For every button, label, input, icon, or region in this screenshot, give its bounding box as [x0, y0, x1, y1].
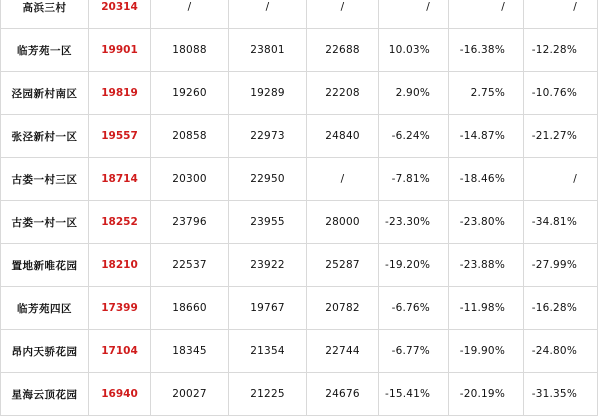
price-col-2-cell: 23801 — [229, 29, 307, 72]
price-col-3-cell: 20782 — [307, 287, 379, 330]
table-row — [1, 29, 598, 72]
price-table-body — [1, 0, 598, 416]
current-price-cell: 18714 — [89, 158, 151, 201]
price-col-3-cell: 28000 — [307, 201, 379, 244]
current-price-cell: 19819 — [89, 72, 151, 115]
change-col-2-cell: -23.80% — [449, 201, 524, 244]
price-col-2-cell: 21354 — [229, 330, 307, 373]
change-col-2-cell: -11.98% — [449, 287, 524, 330]
price-col-1-cell: 23796 — [151, 201, 229, 244]
price-col-3-cell: 25287 — [307, 244, 379, 287]
community-name-cell: 昂内天骄花园 — [1, 330, 89, 373]
change-col-3-cell: / — [524, 158, 598, 201]
change-col-3-cell: -31.35% — [524, 373, 598, 416]
community-name-cell: 置地新唯花园 — [1, 244, 89, 287]
table-row — [1, 287, 598, 330]
price-col-1-cell: 18088 — [151, 29, 229, 72]
price-col-3-cell: 22208 — [307, 72, 379, 115]
change-col-3-cell: -24.80% — [524, 330, 598, 373]
table-row — [1, 115, 598, 158]
price-col-2-cell: 19767 — [229, 287, 307, 330]
price-col-3-cell: / — [307, 0, 379, 29]
price-col-3-cell: 24840 — [307, 115, 379, 158]
current-price-cell: 19901 — [89, 29, 151, 72]
price-col-1-cell: / — [151, 0, 229, 29]
price-col-1-cell: 22537 — [151, 244, 229, 287]
change-col-3-cell: -34.81% — [524, 201, 598, 244]
price-col-1-cell: 20858 — [151, 115, 229, 158]
price-col-2-cell: 23922 — [229, 244, 307, 287]
change-col-3-cell: / — [524, 0, 598, 29]
current-price-cell: 17104 — [89, 330, 151, 373]
community-name-cell: 星海云顶花园 — [1, 373, 89, 416]
change-col-3-cell: -21.27% — [524, 115, 598, 158]
change-col-1-cell: -6.24% — [379, 115, 449, 158]
change-col-2-cell: -18.46% — [449, 158, 524, 201]
current-price-cell: 18210 — [89, 244, 151, 287]
change-col-1-cell: -6.77% — [379, 330, 449, 373]
change-col-1-cell: -15.41% — [379, 373, 449, 416]
price-col-2-cell: 23955 — [229, 201, 307, 244]
community-name-cell: 古娄一村一区 — [1, 201, 89, 244]
change-col-1-cell: -7.81% — [379, 158, 449, 201]
price-col-1-cell: 18345 — [151, 330, 229, 373]
change-col-2-cell: -20.19% — [449, 373, 524, 416]
table-row — [1, 201, 598, 244]
change-col-1-cell: 10.03% — [379, 29, 449, 72]
table-row — [1, 330, 598, 373]
price-col-1-cell: 20027 — [151, 373, 229, 416]
price-col-1-cell: 18660 — [151, 287, 229, 330]
price-col-2-cell: / — [229, 0, 307, 29]
community-name-cell: 古娄一村三区 — [1, 158, 89, 201]
table-row — [1, 72, 598, 115]
change-col-2-cell: -23.88% — [449, 244, 524, 287]
change-col-1-cell: -6.76% — [379, 287, 449, 330]
price-col-2-cell: 19289 — [229, 72, 307, 115]
community-name-cell: 泾园新村南区 — [1, 72, 89, 115]
price-col-1-cell: 20300 — [151, 158, 229, 201]
change-col-3-cell: -12.28% — [524, 29, 598, 72]
price-col-2-cell: 21225 — [229, 373, 307, 416]
current-price-cell: 17399 — [89, 287, 151, 330]
community-name-cell: 临芳苑一区 — [1, 29, 89, 72]
price-col-2-cell: 22973 — [229, 115, 307, 158]
price-col-3-cell: 22688 — [307, 29, 379, 72]
change-col-2-cell: -14.87% — [449, 115, 524, 158]
current-price-cell: 16940 — [89, 373, 151, 416]
change-col-1-cell: -19.20% — [379, 244, 449, 287]
table-row — [1, 158, 598, 201]
current-price-cell: 18252 — [89, 201, 151, 244]
table-row — [1, 244, 598, 287]
change-col-1-cell: -23.30% — [379, 201, 449, 244]
price-col-3-cell: 24676 — [307, 373, 379, 416]
change-col-2-cell: 2.75% — [449, 72, 524, 115]
change-col-1-cell: / — [379, 0, 449, 29]
current-price-cell: 20314 — [89, 0, 151, 29]
price-col-3-cell: 22744 — [307, 330, 379, 373]
price-col-3-cell: / — [307, 158, 379, 201]
table-row — [1, 373, 598, 416]
change-col-3-cell: -10.76% — [524, 72, 598, 115]
change-col-2-cell: -19.90% — [449, 330, 524, 373]
community-name-cell: 张泾新村一区 — [1, 115, 89, 158]
current-price-cell: 19557 — [89, 115, 151, 158]
change-col-1-cell: 2.90% — [379, 72, 449, 115]
change-col-3-cell: -27.99% — [524, 244, 598, 287]
community-name-cell: 临芳苑四区 — [1, 287, 89, 330]
community-name-cell: 高浜三村 — [1, 0, 89, 29]
price-col-1-cell: 19260 — [151, 72, 229, 115]
change-col-2-cell: / — [449, 0, 524, 29]
change-col-2-cell: -16.38% — [449, 29, 524, 72]
price-col-2-cell: 22950 — [229, 158, 307, 201]
change-col-3-cell: -16.28% — [524, 287, 598, 330]
table-row — [1, 0, 598, 29]
